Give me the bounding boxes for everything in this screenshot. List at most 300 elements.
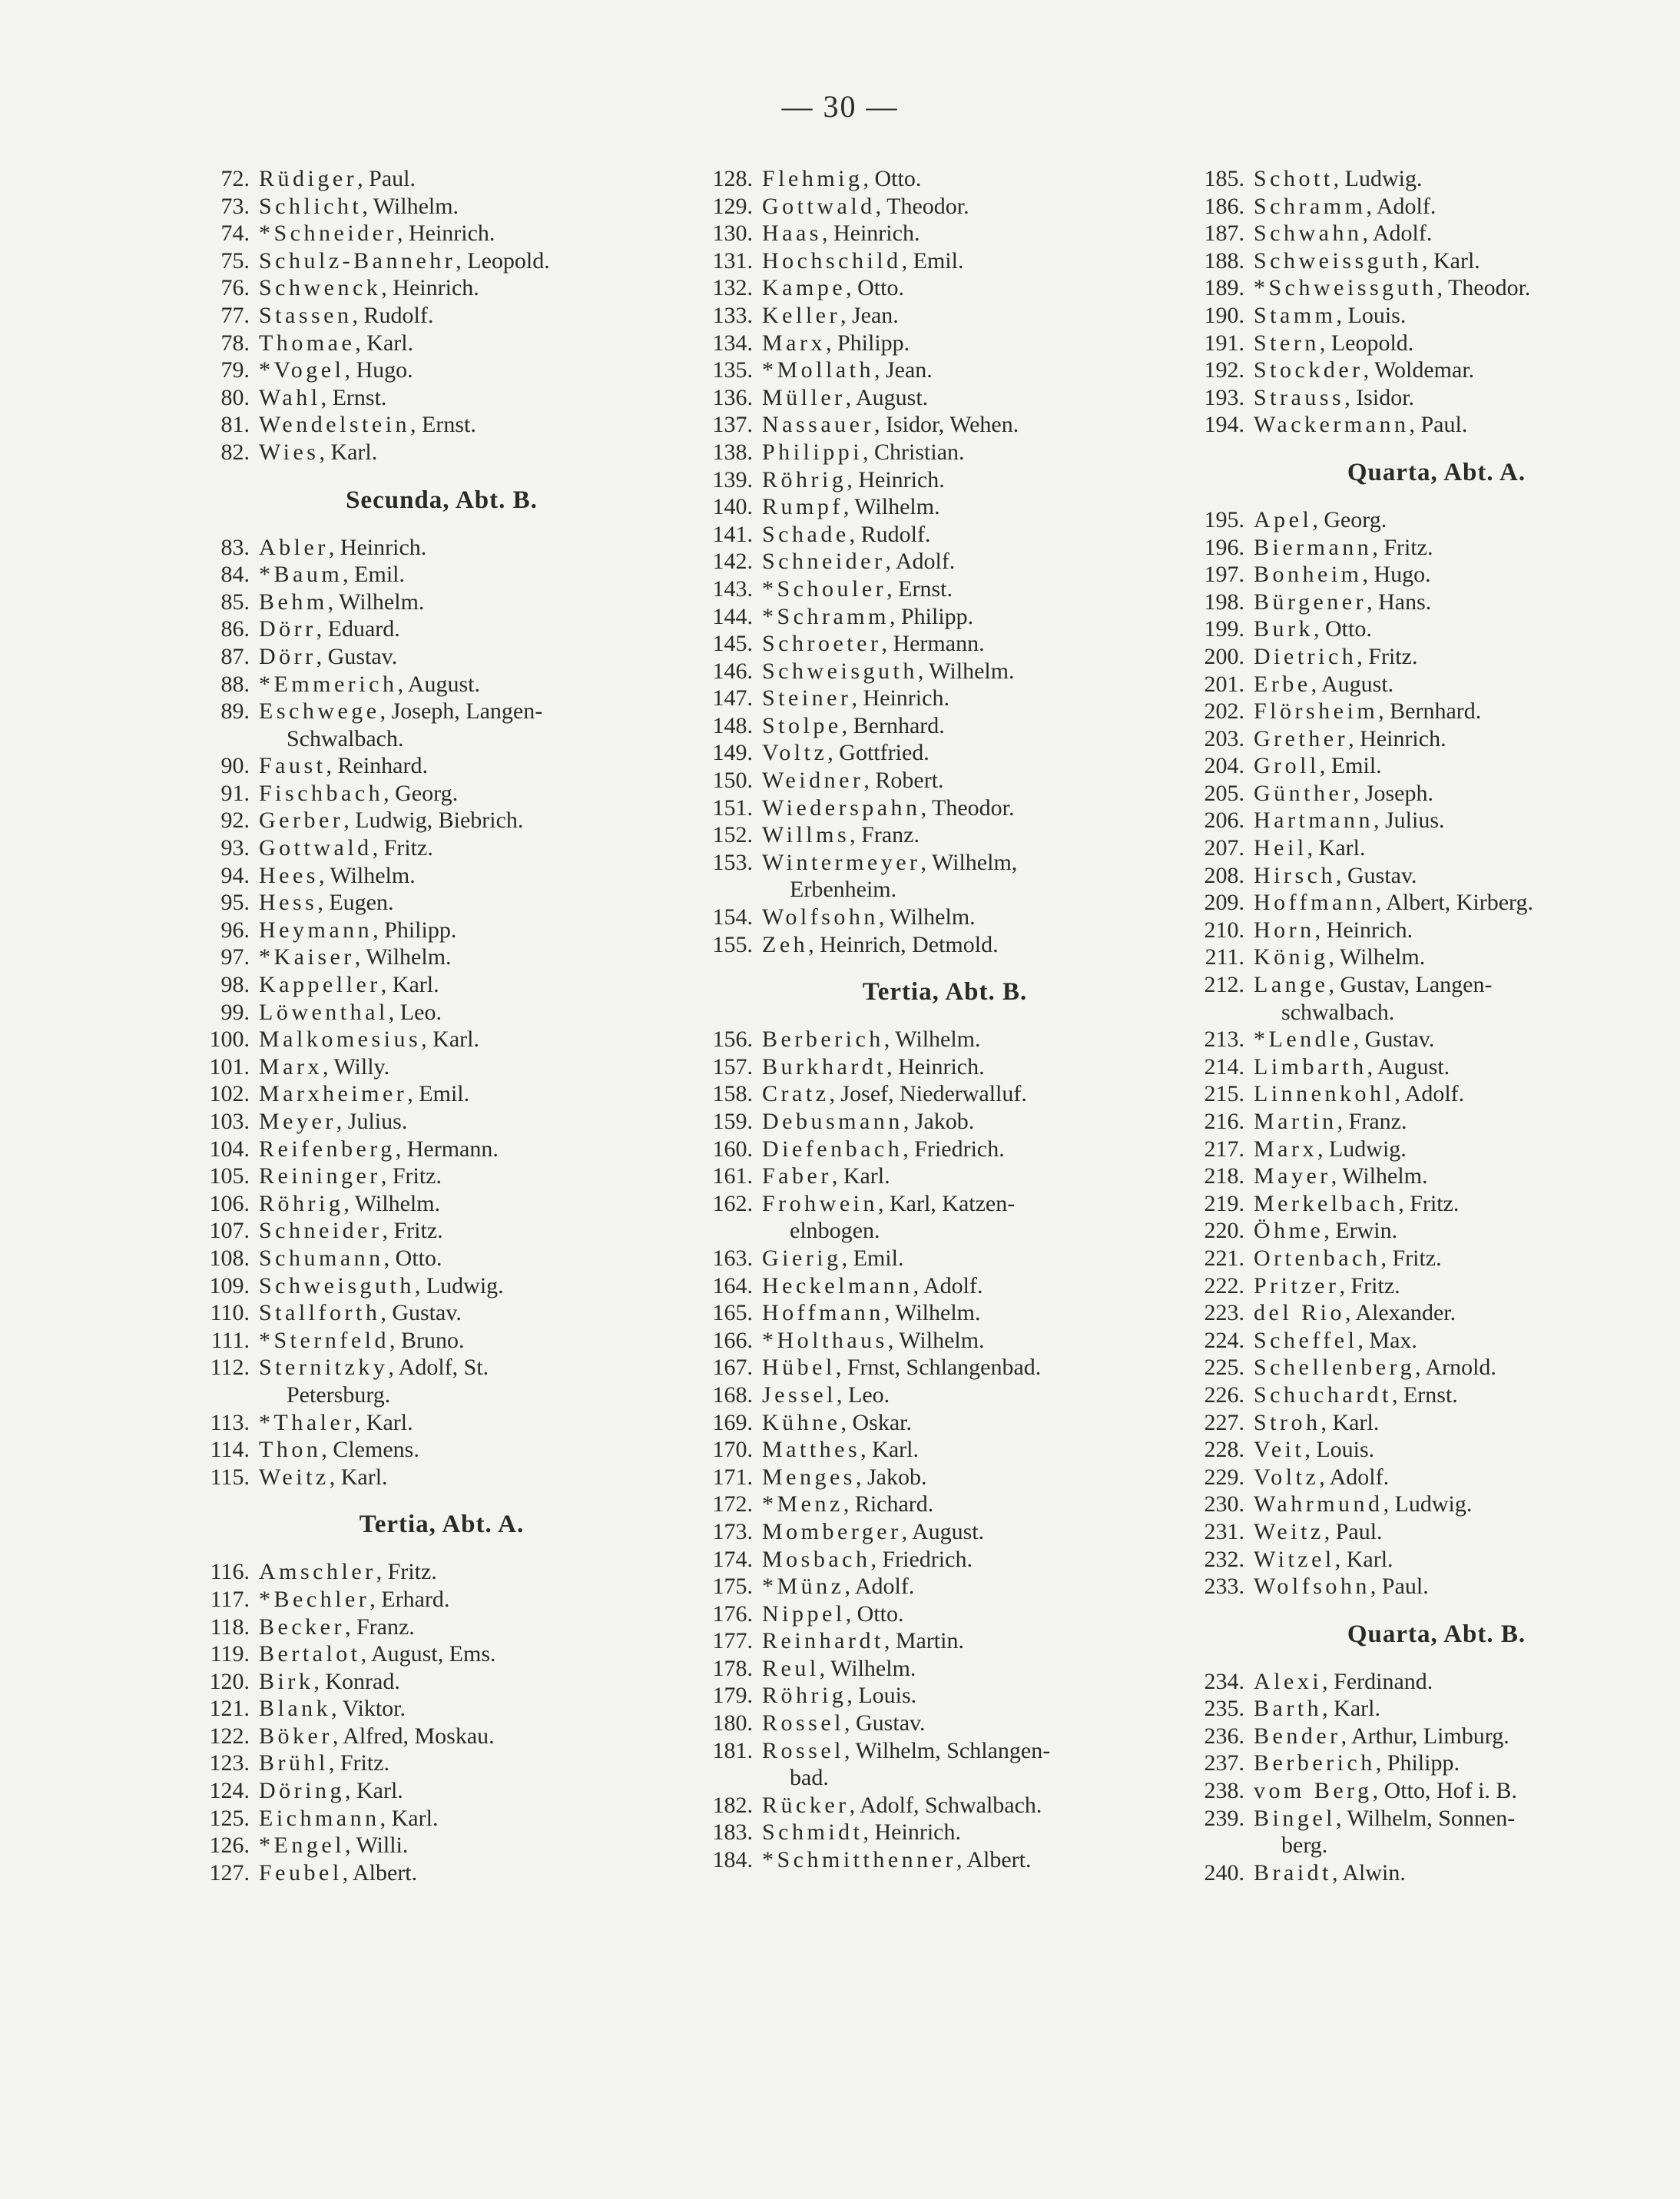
entry-text — [259, 1805, 653, 1832]
entry-text — [762, 1627, 1156, 1655]
entry-details: , Otto. — [846, 275, 904, 301]
list-item — [1171, 247, 1648, 275]
entry-text — [1254, 1723, 1648, 1750]
list-item — [1171, 752, 1648, 780]
entry-text — [259, 1777, 653, 1805]
entry-details: , Leopold. — [1319, 330, 1414, 356]
entry-number: 87. — [220, 643, 250, 669]
list-item — [177, 1409, 653, 1437]
entry-surname: vom Berg — [1254, 1778, 1373, 1804]
entry-number: 115. — [210, 1464, 250, 1490]
entry-details: , Karl. — [831, 1163, 890, 1189]
entry-surname: Schlicht — [259, 193, 363, 219]
entry-details: , Eduard. — [316, 616, 400, 642]
entry-text — [259, 862, 653, 890]
entry-details: , Karl. — [1307, 835, 1366, 861]
entry-details: , Emil. — [901, 247, 964, 274]
entry-text — [762, 575, 1156, 603]
entry-surname: *Schmitthenner — [762, 1847, 956, 1873]
list-item — [1171, 1053, 1648, 1081]
entry-details: , Jakob. — [855, 1464, 927, 1490]
entry-text — [1254, 330, 1648, 357]
list-item — [177, 1436, 653, 1464]
entry-surname: Martin — [1254, 1109, 1337, 1134]
entry-number: 114. — [210, 1437, 250, 1463]
entry-text — [1254, 506, 1648, 534]
entry-details: , Karl. — [345, 1778, 403, 1804]
entry-surname: Merkelbach — [1254, 1190, 1399, 1216]
entry-surname: Faust — [259, 753, 326, 779]
entry-text — [762, 1163, 1156, 1190]
list-item — [1171, 1272, 1648, 1300]
entry-surname: Schroeter — [762, 631, 882, 657]
entry-details: , Louis. — [847, 1683, 917, 1709]
entry-number: 221. — [1204, 1245, 1244, 1271]
entry-surname: Schuchardt — [1254, 1381, 1392, 1408]
entry-surname: Braidt — [1254, 1859, 1332, 1886]
entry-number: 196. — [1204, 534, 1244, 560]
entry-surname: Fischbach — [259, 780, 384, 806]
list-item — [680, 1573, 1156, 1600]
entry-text — [259, 1832, 653, 1859]
list-item — [1171, 1518, 1648, 1546]
list-item — [1171, 944, 1648, 971]
entry-text — [762, 1354, 1156, 1381]
list-item — [680, 220, 1156, 247]
entry-number: 202. — [1204, 698, 1244, 725]
entry-continuation: Petersburg. — [287, 1381, 391, 1408]
entry-details: , Ludwig. — [414, 1272, 504, 1299]
entry-details: , Paul. — [1409, 412, 1468, 438]
list-item — [1171, 1695, 1648, 1723]
entry-continuation: Erbenheim. — [790, 877, 897, 903]
entry-details: , Fritz. — [372, 835, 433, 861]
entry-details: , Adolf, St. — [388, 1355, 489, 1381]
entry-number: 135. — [712, 357, 753, 383]
entry-details: , Christian. — [863, 439, 965, 465]
entry-surname: Wendelstein — [259, 412, 411, 438]
entry-surname: Eschwege — [259, 698, 380, 725]
list-item — [1171, 1409, 1648, 1437]
entry-details: , Ludwig. — [1333, 166, 1423, 191]
entry-surname: Gottwald — [762, 193, 876, 219]
entry-surname: Faber — [762, 1163, 832, 1189]
entry-surname: Öhme — [1254, 1218, 1324, 1244]
entry-details: , August. — [1311, 671, 1394, 697]
entry-surname: *Thaler — [259, 1409, 355, 1435]
entry-surname: *Mollath — [762, 357, 874, 383]
entry-text — [762, 1381, 1156, 1409]
entry-details: , Fritz. — [380, 1163, 442, 1189]
entry-surname: Rücker — [762, 1792, 850, 1818]
entry-details: , Karl. — [329, 1464, 388, 1490]
list-item — [1171, 1859, 1648, 1887]
list-item — [680, 1846, 1156, 1874]
entry-details: , Erwin. — [1324, 1218, 1398, 1244]
entry-number: 231. — [1204, 1518, 1244, 1544]
list-item — [1171, 384, 1648, 412]
entry-details: , Wilhelm. — [883, 1027, 981, 1053]
entry-details: , Georg. — [1312, 506, 1387, 532]
entry-surname: Eichmann — [259, 1805, 380, 1831]
entry-number: 162. — [712, 1190, 753, 1216]
entry-details: , Josef, Niederwalluf. — [829, 1081, 1027, 1107]
list-item — [1171, 165, 1648, 193]
entry-number: 211. — [1204, 944, 1244, 970]
entry-text — [259, 534, 653, 562]
entry-details: , Karl. — [380, 972, 439, 998]
entry-details: , Wilhelm. — [1328, 944, 1426, 970]
entry-text — [1254, 1436, 1648, 1464]
page-number: — 30 — — [781, 89, 899, 124]
entry-surname: Bürgener — [1254, 589, 1367, 615]
entry-surname: del Rio — [1254, 1300, 1345, 1326]
entry-details: , Woldemar. — [1363, 357, 1475, 383]
entry-text — [762, 384, 1156, 412]
entry-surname: Mosbach — [762, 1546, 871, 1572]
list-item — [1171, 1464, 1648, 1491]
entry-text — [1254, 1668, 1648, 1696]
list-item — [1171, 506, 1648, 534]
list-item — [680, 1327, 1156, 1355]
entry-surname: Rossel — [762, 1737, 845, 1763]
entry-text — [762, 849, 1156, 904]
entry-surname: Scheffel — [1254, 1327, 1358, 1353]
entry-text — [762, 274, 1156, 302]
list-item — [680, 767, 1156, 794]
entry-details: , August. — [397, 671, 480, 697]
entry-details: , Konrad. — [313, 1668, 400, 1694]
entry-surname: Erbe — [1254, 671, 1311, 697]
entry-details: , Jakob. — [903, 1109, 975, 1134]
list-item — [680, 521, 1156, 549]
entry-number: 149. — [712, 740, 753, 766]
entry-surname: Alexi — [1254, 1668, 1323, 1694]
entry-surname: *Holthaus — [762, 1327, 888, 1353]
entry-surname: *Schouler — [762, 575, 887, 602]
entry-details: , Theodor. — [875, 193, 969, 219]
entry-text — [1254, 944, 1648, 971]
entry-details: , Theodor. — [920, 794, 1015, 821]
list-item — [1171, 834, 1648, 862]
entry-text — [1254, 1163, 1648, 1190]
entry-text — [259, 561, 653, 589]
entry-surname: Zeh — [762, 931, 809, 957]
entry-details: , Bruno. — [389, 1327, 465, 1353]
entry-number: 127. — [209, 1859, 250, 1886]
entry-text — [762, 712, 1156, 740]
entry-details: , Wilhelm. — [327, 589, 425, 615]
list-item — [1171, 1354, 1648, 1381]
list-item — [680, 1436, 1156, 1464]
entry-surname: Gerber — [259, 808, 344, 834]
entry-details: , Karl. — [355, 330, 414, 356]
entry-text — [259, 1586, 653, 1614]
list-item — [680, 1491, 1156, 1518]
entry-details: , Wilhelm, — [920, 849, 1018, 875]
entry-details: , Fritz. — [1380, 1245, 1442, 1271]
entry-surname: Marx — [259, 1053, 323, 1080]
list-item — [680, 466, 1156, 494]
list-item — [680, 357, 1156, 384]
section-heading: Quarta, Abt. B. — [1347, 1620, 1526, 1648]
entry-text — [1254, 384, 1648, 412]
entry-number: 190. — [1204, 302, 1244, 328]
list-item — [1171, 1491, 1648, 1518]
entry-surname: Willms — [762, 822, 850, 848]
entry-number: 125. — [209, 1805, 250, 1831]
list-item — [1171, 357, 1648, 384]
entry-number: 161. — [712, 1163, 753, 1189]
list-item — [1171, 643, 1648, 671]
list-item — [1171, 1668, 1648, 1696]
entry-surname: *Schweissguth — [1254, 275, 1437, 301]
entry-number: 234. — [1204, 1668, 1244, 1694]
entry-details: , August. — [1367, 1053, 1450, 1080]
entry-details: , Hermann. — [881, 631, 985, 657]
entry-text — [762, 357, 1156, 384]
entry-surname: Gierig — [762, 1245, 842, 1271]
entry-number: 154. — [712, 904, 753, 930]
entry-surname: Döring — [259, 1778, 345, 1804]
entry-text — [762, 1710, 1156, 1737]
entry-number: 157. — [712, 1053, 753, 1080]
entry-number: 186. — [1204, 193, 1244, 219]
entry-number: 122. — [209, 1723, 250, 1749]
entry-number: 193. — [1204, 384, 1244, 410]
list-item — [177, 807, 653, 834]
entry-text — [259, 357, 653, 384]
entry-surname: Bonheim — [1254, 562, 1363, 588]
entry-text — [762, 821, 1156, 849]
entry-text — [762, 658, 1156, 685]
section-heading: Quarta, Abt. A. — [1347, 458, 1526, 486]
list-item — [680, 1792, 1156, 1819]
list-item — [680, 1464, 1156, 1491]
entry-surname: Wies — [259, 439, 320, 465]
entry-number: 75. — [220, 247, 250, 274]
entry-text — [259, 1136, 653, 1163]
list-item — [680, 411, 1156, 439]
list-item — [177, 561, 653, 589]
entry-surname: Sternitzky — [259, 1355, 389, 1381]
entry-details: , Wilhelm. — [883, 1300, 981, 1326]
list-item — [1171, 1436, 1648, 1464]
entry-details: , Frnst, Schlangenbad. — [835, 1355, 1042, 1381]
list-item — [177, 384, 653, 412]
entry-number: 126. — [209, 1832, 250, 1859]
entry-text — [259, 193, 653, 221]
entry-details: , Ernst. — [1391, 1381, 1458, 1408]
entry-number: 90. — [220, 753, 250, 779]
entry-text — [762, 1108, 1156, 1136]
entry-number: 152. — [712, 822, 753, 848]
list-item — [680, 685, 1156, 712]
entry-surname: Schwahn — [1254, 221, 1363, 247]
entry-number: 206. — [1204, 808, 1244, 834]
entry-text — [762, 1546, 1156, 1574]
entry-surname: Wolfsohn — [762, 904, 879, 930]
entry-details: , Bernhard. — [841, 712, 945, 738]
entry-details: , Friedrich. — [870, 1546, 973, 1572]
entry-details: , Otto. — [383, 1245, 442, 1271]
entry-number: 109. — [209, 1272, 250, 1299]
entry-surname: Marx — [1254, 1136, 1317, 1162]
entry-surname: Nassauer — [762, 412, 874, 438]
entry-number: 134. — [712, 330, 753, 356]
entry-details: , Wilhelm, Sonnen- — [1336, 1805, 1516, 1831]
entry-details: , Emil. — [841, 1245, 904, 1271]
entry-number: 101. — [209, 1053, 250, 1080]
entry-number: 198. — [1204, 589, 1244, 615]
list-item — [680, 904, 1156, 931]
entry-surname: Becker — [259, 1614, 345, 1640]
entry-details: , Franz. — [344, 1614, 415, 1640]
entry-details: , Otto, Hof i. B. — [1372, 1778, 1517, 1804]
entry-text — [259, 1108, 653, 1136]
list-item — [680, 1655, 1156, 1683]
entry-details: , Bernhard. — [1378, 698, 1482, 725]
entry-number: 214. — [1204, 1053, 1244, 1080]
entry-details: , Heinrich. — [1348, 725, 1446, 751]
entry-details: , Fritz. — [1357, 643, 1418, 669]
list-item — [1171, 1381, 1648, 1409]
entry-number: 82. — [220, 439, 250, 465]
list-item — [1171, 1327, 1648, 1355]
entry-text — [762, 411, 1156, 439]
list-item — [680, 1409, 1156, 1437]
list-item — [177, 1777, 653, 1805]
entry-text — [1254, 1805, 1648, 1859]
list-item — [1171, 1245, 1648, 1272]
entry-number: 180. — [712, 1710, 753, 1736]
list-item — [1171, 589, 1648, 616]
entry-details: , Wilhelm. — [843, 494, 940, 520]
entry-text — [1254, 1750, 1648, 1777]
entry-surname: Hess — [259, 890, 318, 916]
list-item — [1171, 971, 1648, 1026]
entry-number: 143. — [712, 575, 753, 602]
entry-text — [259, 1190, 653, 1218]
entry-surname: Schulz-Bannehr — [259, 247, 456, 274]
entry-details: , Heinrich, Detmold. — [808, 931, 999, 957]
entry-surname: Philippi — [762, 439, 863, 465]
entry-text — [1254, 1859, 1648, 1887]
entry-number: 112. — [210, 1355, 250, 1381]
entry-surname: Böker — [259, 1723, 333, 1749]
entry-text — [762, 466, 1156, 494]
entry-number: 239. — [1204, 1805, 1244, 1831]
list-item — [177, 165, 653, 193]
entry-details: , Wilhelm. — [887, 1327, 985, 1353]
entry-text — [1254, 1053, 1648, 1081]
list-item — [680, 1819, 1156, 1846]
entry-number: 156. — [712, 1027, 753, 1053]
entry-number: 194. — [1204, 412, 1244, 438]
entry-number: 136. — [712, 384, 753, 410]
entry-number: 182. — [712, 1792, 753, 1818]
entry-surname: Wintermeyer — [762, 849, 921, 875]
entry-surname: Mayer — [1254, 1163, 1331, 1189]
list-item — [177, 671, 653, 698]
entry-details: , Joseph, Langen- — [379, 698, 543, 725]
entry-surname: Flehmig — [762, 166, 863, 191]
entry-details: , Willy. — [322, 1053, 390, 1080]
entry-surname: Apel — [1254, 506, 1313, 532]
entry-details: , Fritz. — [376, 1559, 437, 1585]
entry-text — [1254, 274, 1648, 302]
entry-text — [762, 1053, 1156, 1081]
entry-details: , Adolf, Schwalbach. — [849, 1792, 1042, 1818]
entry-details: , Franz. — [850, 822, 920, 848]
entry-surname: Stockder — [1254, 357, 1364, 383]
entry-details: , Louis. — [1304, 1437, 1375, 1463]
list-item — [1171, 1299, 1648, 1327]
entry-surname: Meyer — [259, 1109, 336, 1134]
entry-surname: Schmidt — [762, 1819, 863, 1846]
entry-details: , Philipp. — [825, 330, 910, 356]
list-item — [680, 330, 1156, 357]
list-item — [177, 1053, 653, 1081]
list-item — [177, 193, 653, 221]
entry-text — [1254, 615, 1648, 643]
list-item — [1171, 862, 1648, 890]
entry-text — [1254, 165, 1648, 193]
entry-surname: Rossel — [762, 1710, 845, 1736]
entry-text — [259, 615, 653, 643]
entry-text — [259, 1053, 653, 1081]
entry-number: 139. — [712, 466, 753, 493]
entry-number: 174. — [712, 1546, 753, 1572]
list-item — [177, 534, 653, 562]
list-item — [1171, 330, 1648, 357]
entry-details: , Isidor, Wehen. — [873, 412, 1019, 438]
entry-surname: Rumpf — [762, 494, 843, 520]
entry-number: 85. — [220, 589, 250, 615]
entry-details: , Jean. — [874, 357, 933, 383]
list-item — [1171, 780, 1648, 808]
entry-text — [762, 1518, 1156, 1546]
entry-surname: Hees — [259, 862, 319, 888]
entry-details: , Alfred, Moskau. — [332, 1723, 495, 1749]
list-item — [177, 971, 653, 999]
list-item — [177, 1464, 653, 1491]
entry-text — [762, 439, 1156, 466]
entry-text — [762, 1737, 1156, 1792]
list-item — [177, 411, 653, 439]
entry-surname: Schwenck — [259, 275, 382, 301]
entry-details: , Ferdinand. — [1322, 1668, 1433, 1694]
entry-surname: Wahl — [259, 384, 321, 410]
list-item — [680, 548, 1156, 575]
entry-text — [1254, 1518, 1648, 1546]
entry-continuation: bad. — [790, 1765, 829, 1791]
entry-surname: Röhrig — [762, 1683, 847, 1709]
entry-surname: Reifenberg — [259, 1136, 396, 1162]
entry-details: , Karl. — [1422, 247, 1480, 274]
entry-surname: Amschler — [259, 1559, 376, 1585]
list-item — [177, 944, 653, 971]
entry-number: 181. — [712, 1737, 753, 1763]
entry-details: , Heinrich. — [821, 221, 920, 247]
list-item — [177, 643, 653, 671]
entry-number: 173. — [712, 1518, 753, 1544]
entry-number: 80. — [220, 384, 250, 410]
list-item — [177, 357, 653, 384]
entry-continuation: Schwalbach. — [287, 725, 404, 751]
list-item — [680, 302, 1156, 330]
entry-text — [259, 1464, 653, 1491]
